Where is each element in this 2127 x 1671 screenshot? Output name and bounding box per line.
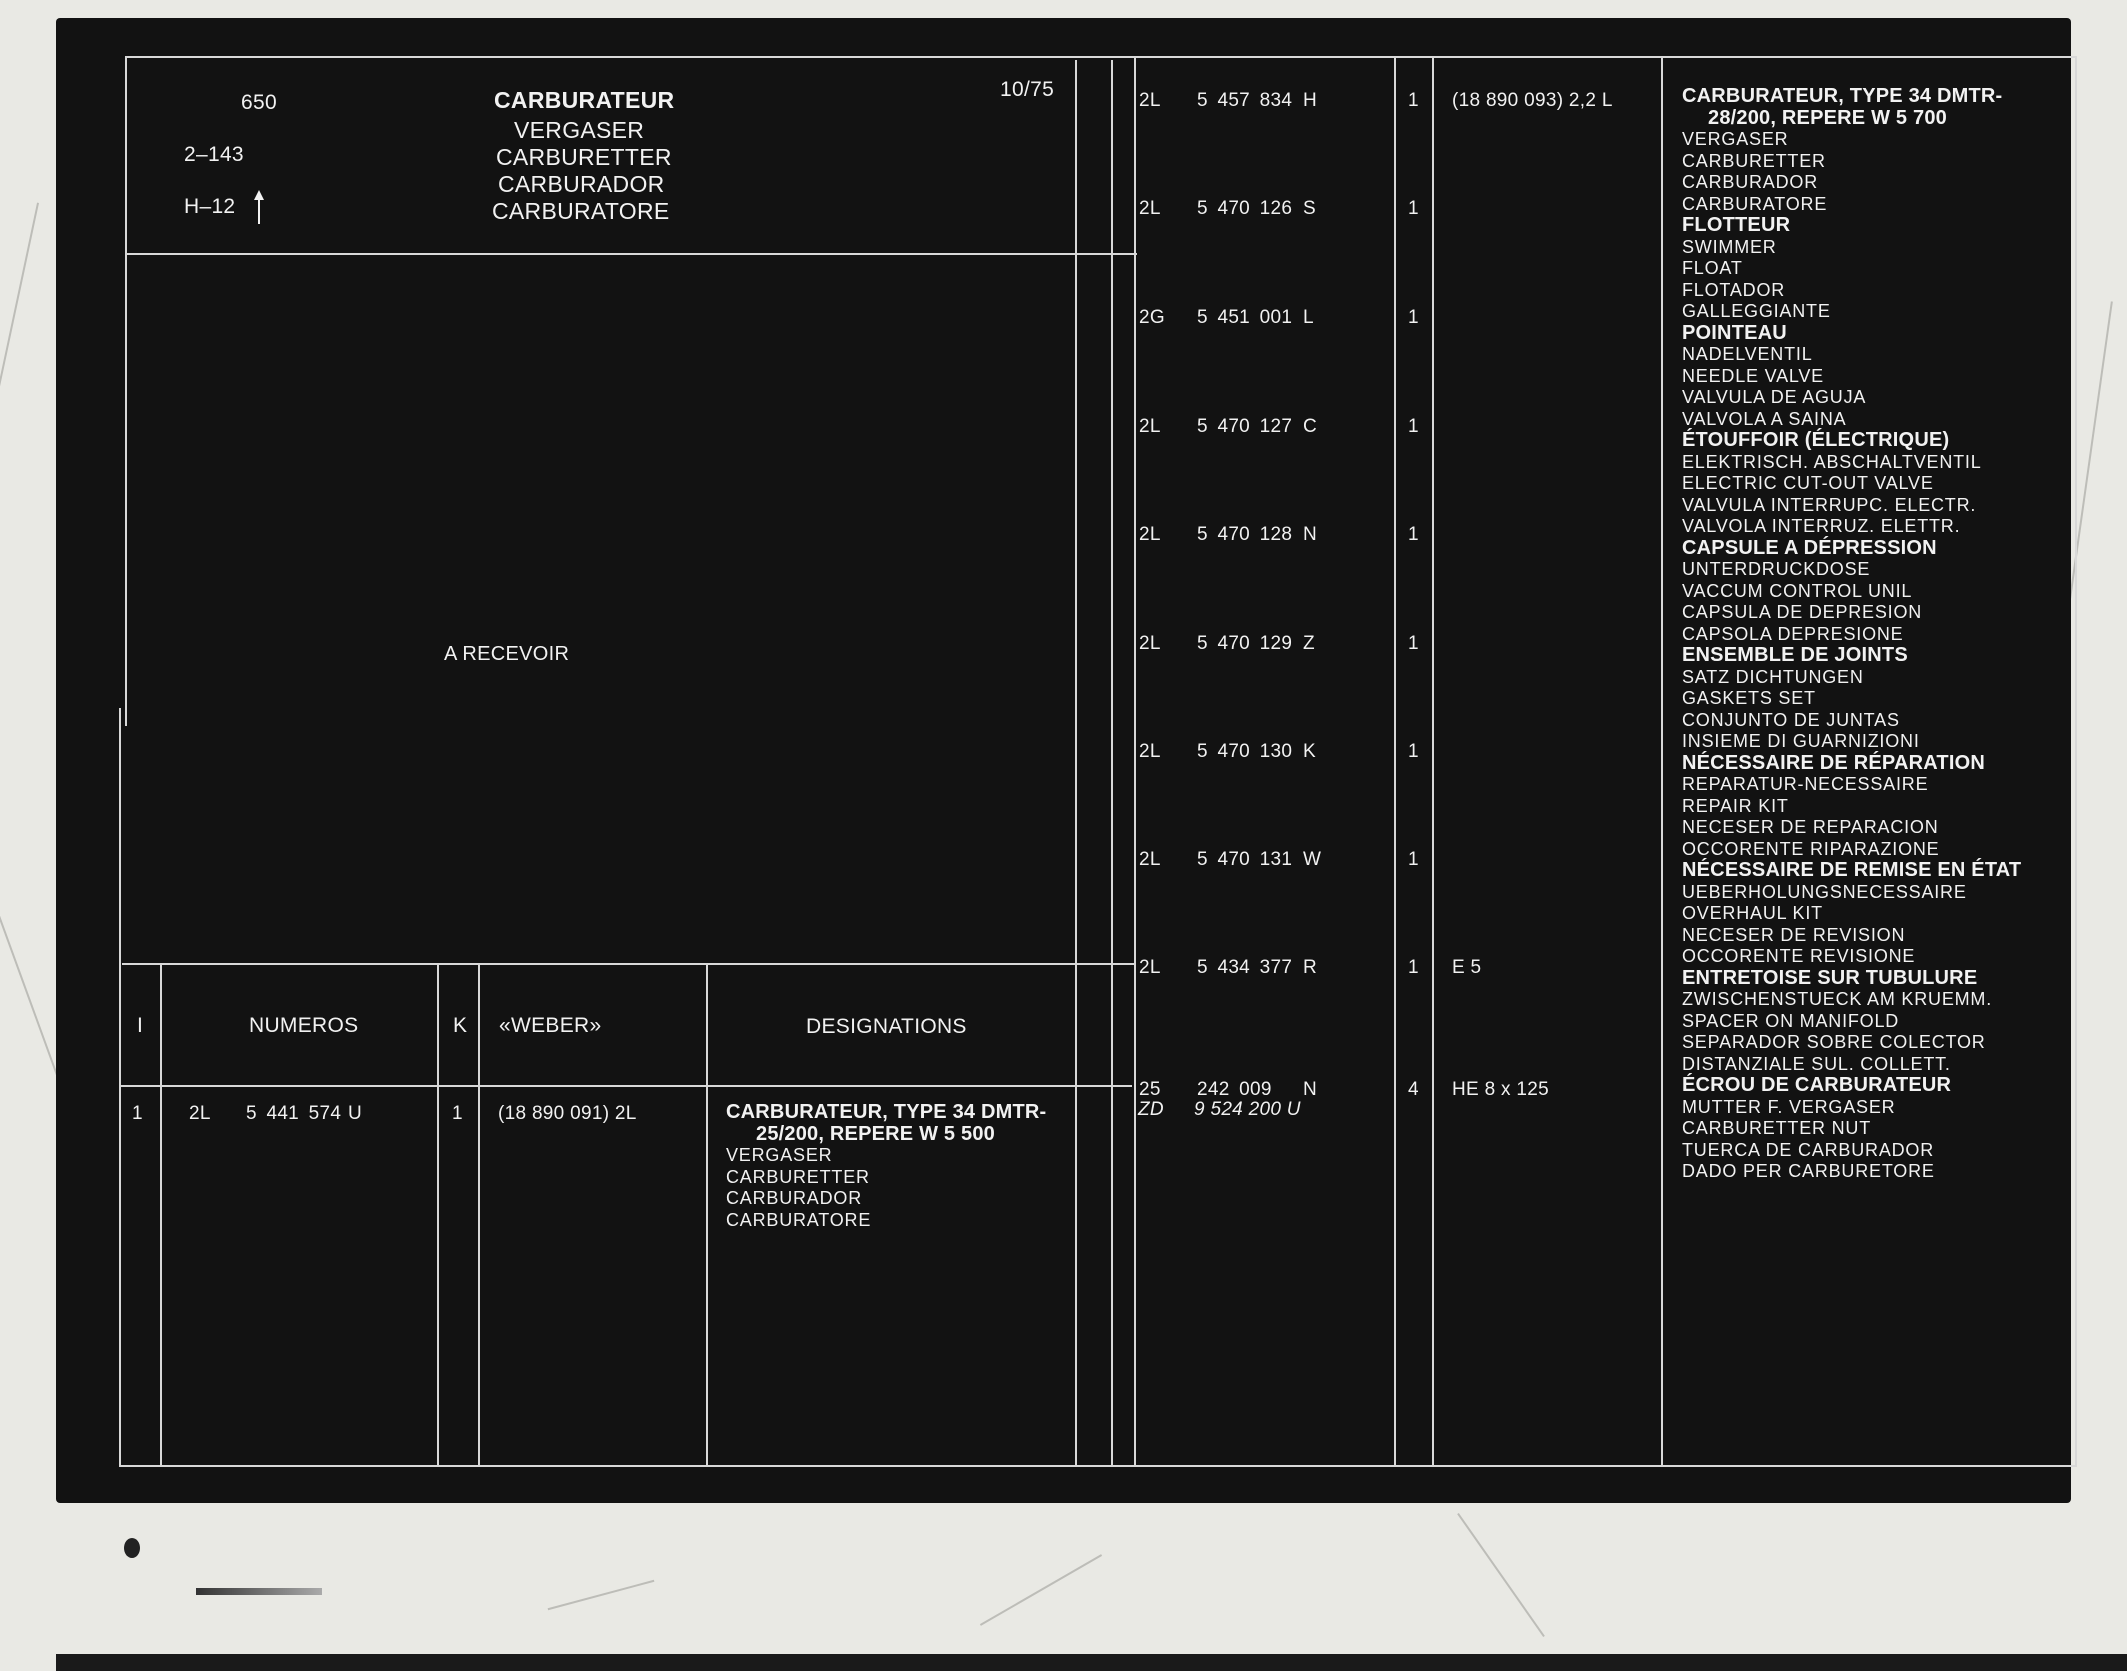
col-header-numbers: NUMEROS bbox=[249, 1014, 359, 1037]
film-mark bbox=[196, 1588, 322, 1595]
part-number: 5 470 127 bbox=[1197, 416, 1293, 437]
title-german: VERGASER bbox=[514, 117, 645, 143]
part-number: 5 470 131 bbox=[1197, 849, 1293, 870]
designation-line: UNTERDRUCKDOSE bbox=[1682, 559, 1871, 579]
designation-line: ÉTOUFFOIR (ÉLECTRIQUE) bbox=[1682, 429, 1950, 451]
part-number: 5 470 128 bbox=[1197, 524, 1293, 545]
part-number: 5 470 126 bbox=[1197, 198, 1293, 219]
designation-line: CAPSOLA DEPRESIONE bbox=[1682, 623, 1904, 644]
part-prefix: 2L bbox=[1139, 849, 1161, 870]
designation-line: CARBURETTER bbox=[1682, 150, 1826, 171]
part-number: 242 009 bbox=[1197, 1079, 1272, 1100]
designation-line: CAPSULA DE DEPRESION bbox=[1682, 602, 1923, 622]
left-row-number: 5 441 574 bbox=[246, 1103, 342, 1124]
col-header-weber: «WEBER» bbox=[499, 1014, 602, 1037]
background-scratch bbox=[980, 1554, 1102, 1626]
part-prefix: 2L bbox=[1139, 633, 1161, 654]
part-qty: 4 bbox=[1408, 1079, 1419, 1100]
designation-line: ENTRETOISE SUR TUBULURE bbox=[1682, 966, 1978, 989]
designation-line: TUERCA DE CARBURADOR bbox=[1682, 1139, 1935, 1160]
frame-line bbox=[1111, 60, 1113, 1466]
designation-line: POINTEAU bbox=[1682, 321, 1787, 344]
designation-line: FLOAT bbox=[1682, 258, 1743, 278]
part-letter: H bbox=[1303, 90, 1318, 111]
part-qty: 1 bbox=[1408, 90, 1419, 111]
part-prefix: 2L bbox=[1139, 741, 1161, 762]
designation-line: GALLEGGIANTE bbox=[1682, 301, 1831, 321]
part-qty: 1 bbox=[1408, 307, 1419, 328]
part-qty: 1 bbox=[1408, 633, 1419, 654]
part-number: 5 470 130 bbox=[1197, 741, 1293, 762]
designation-line: CARBURETTER NUT bbox=[1682, 1118, 1872, 1138]
part-weber-ref: (18 890 093) 2,2 L bbox=[1452, 90, 1613, 111]
designation-line: OVERHAUL KIT bbox=[1682, 903, 1823, 923]
part-prefix: 2L bbox=[1139, 957, 1161, 978]
part-prefix: 2L bbox=[1139, 198, 1161, 219]
part-number: 5 434 377 bbox=[1197, 957, 1293, 978]
left-row-prefix: 2L bbox=[189, 1103, 211, 1124]
alt-number: 9 524 200 U bbox=[1194, 1099, 1301, 1120]
part-weber-ref: E 5 bbox=[1452, 957, 1482, 978]
left-row-qty: 1 bbox=[452, 1103, 463, 1124]
designation-line: FLOTTEUR bbox=[1682, 214, 1791, 236]
part-letter: L bbox=[1303, 307, 1314, 328]
designation-line: VALVULA DE AGUJA bbox=[1682, 387, 1867, 407]
part-letter: S bbox=[1303, 198, 1316, 219]
part-letter: R bbox=[1303, 957, 1318, 978]
designation-line: ÉCROU DE CARBURATEUR bbox=[1682, 1074, 1952, 1096]
designation-line: VERGASER bbox=[726, 1145, 833, 1165]
designation-line: CARBURATORE bbox=[1682, 193, 1828, 214]
part-prefix: 2G bbox=[1139, 307, 1165, 328]
designation-line: CARBURETTER bbox=[726, 1166, 870, 1187]
part-number: 5 451 001 bbox=[1197, 307, 1293, 328]
designation-line: OCCORENTE REVISIONE bbox=[1682, 946, 1916, 966]
left-row-index: 1 bbox=[132, 1103, 143, 1124]
part-weber-ref: HE 8 x 125 bbox=[1452, 1079, 1549, 1100]
part-letter: C bbox=[1303, 416, 1318, 437]
part-qty: 1 bbox=[1408, 849, 1419, 870]
part-letter: W bbox=[1303, 849, 1322, 870]
part-number: 5 457 834 bbox=[1197, 90, 1293, 111]
left-row-weber: (18 890 091) 2L bbox=[498, 1103, 637, 1124]
page-title: CARBURATEUR bbox=[494, 87, 675, 113]
designation-line: NECESER DE REVISION bbox=[1682, 924, 1906, 945]
designation-line: DADO PER CARBURETORE bbox=[1682, 1161, 1935, 1181]
designation-line: ENSEMBLE DE JOINTS bbox=[1682, 644, 1908, 666]
part-qty: 1 bbox=[1408, 198, 1419, 219]
revision-date: 10/75 bbox=[1000, 78, 1055, 101]
designation-line: CARBURATEUR, TYPE 34 DMTR- bbox=[726, 1101, 1047, 1123]
designation-line: NECESER DE REPARACION bbox=[1682, 817, 1939, 837]
frame-line bbox=[126, 253, 1137, 255]
designation-line: CARBURADOR bbox=[1682, 172, 1819, 192]
part-qty: 1 bbox=[1408, 416, 1419, 437]
designation-line: SPACER ON MANIFOLD bbox=[1682, 1010, 1900, 1031]
next-frame-edge bbox=[56, 1654, 2127, 1671]
designation-line: REPARATUR-NECESSAIRE bbox=[1682, 774, 1929, 794]
part-prefix: 2L bbox=[1139, 524, 1161, 545]
designation-line: NÉCESSAIRE DE RÉPARATION bbox=[1682, 751, 1985, 774]
designation-line: ELEKTRISCH. ABSCHALTVENTIL bbox=[1682, 451, 1982, 472]
frame-line bbox=[126, 56, 2077, 58]
left-row-letter: U bbox=[348, 1103, 363, 1124]
designation-line: OCCORENTE RIPARAZIONE bbox=[1682, 838, 1940, 859]
background-scratch bbox=[0, 905, 58, 1075]
designation-line: VALVOLA INTERRUZ. ELETTR. bbox=[1682, 516, 1961, 536]
designation-line: CARBURATORE bbox=[726, 1209, 872, 1230]
title-italian: CARBURATORE bbox=[492, 198, 670, 224]
designation-line: VALVULA INTERRUPC. ELECTR. bbox=[1682, 494, 1977, 515]
designation-line: MUTTER F. VERGASER bbox=[1682, 1096, 1896, 1117]
col-header-designations: DESIGNATIONS bbox=[806, 1015, 967, 1038]
designation-line: VACCUM CONTROL UNIL bbox=[1682, 580, 1913, 601]
designation-line: NEEDLE VALVE bbox=[1682, 365, 1824, 386]
frame-line bbox=[478, 964, 480, 1466]
col-header-k: K bbox=[453, 1014, 468, 1037]
designation-line: CONJUNTO DE JUNTAS bbox=[1682, 709, 1900, 730]
microfiche-sheet bbox=[56, 18, 2071, 1503]
frame-line bbox=[2075, 56, 2077, 1467]
designation-line: UEBERHOLUNGSNECESSAIRE bbox=[1682, 881, 1967, 902]
designation-line: CARBURADOR bbox=[726, 1188, 863, 1208]
frame-line bbox=[1075, 60, 1077, 1466]
illustration-placeholder: A RECEVOIR bbox=[444, 643, 570, 665]
designation-line: 28/200, REPERE W 5 700 bbox=[1708, 106, 1947, 129]
frame-line bbox=[119, 1465, 2077, 1467]
part-letter: N bbox=[1303, 1079, 1318, 1100]
part-letter: N bbox=[1303, 524, 1318, 545]
page-number: 650 bbox=[241, 91, 277, 114]
part-number: 5 470 129 bbox=[1197, 633, 1293, 654]
alt-prefix: ZD bbox=[1138, 1099, 1164, 1120]
designation-line: DISTANZIALE SUL. COLLETT. bbox=[1682, 1053, 1951, 1074]
title-spanish: CARBURADOR bbox=[498, 171, 665, 197]
background-scratch bbox=[548, 1580, 655, 1610]
page-ref-secondary: H–12 bbox=[184, 195, 236, 218]
designation-line: CAPSULE A DÉPRESSION bbox=[1682, 536, 1937, 559]
part-prefix: 2L bbox=[1139, 416, 1161, 437]
part-prefix: 25 bbox=[1139, 1079, 1161, 1100]
title-english: CARBURETTER bbox=[496, 144, 672, 170]
designation-line: REPAIR KIT bbox=[1682, 795, 1789, 816]
col-header-index: I bbox=[137, 1014, 144, 1037]
designation-line: VERGASER bbox=[1682, 129, 1789, 149]
page-ref: 2–143 bbox=[184, 143, 244, 166]
part-prefix: 2L bbox=[1139, 90, 1161, 111]
background-scratch bbox=[1457, 1513, 1545, 1637]
part-qty: 1 bbox=[1408, 524, 1419, 545]
left-row-designation bbox=[726, 1102, 1046, 1231]
designation-line: VALVOLA A SAINA bbox=[1682, 408, 1847, 429]
part-qty: 1 bbox=[1408, 741, 1419, 762]
background-scratch bbox=[0, 203, 39, 458]
designation-line: CARBURATEUR, TYPE 34 DMTR- bbox=[1682, 85, 2003, 107]
designation-line: SWIMMER bbox=[1682, 236, 1777, 257]
designation-line: NÉCESSAIRE DE REMISE EN ÉTAT bbox=[1682, 859, 2022, 881]
right-designations bbox=[1682, 86, 2022, 1183]
designation-line: INSIEME DI GUARNIZIONI bbox=[1682, 731, 1920, 751]
part-letter: Z bbox=[1303, 633, 1315, 654]
ink-blot bbox=[124, 1538, 140, 1558]
designation-line: SEPARADOR SOBRE COLECTOR bbox=[1682, 1032, 1986, 1052]
frame-line bbox=[125, 56, 127, 726]
designation-line: ZWISCHENSTUECK AM KRUEMM. bbox=[1682, 989, 1993, 1009]
frame-line bbox=[706, 964, 708, 1466]
designation-line: FLOTADOR bbox=[1682, 279, 1786, 300]
frame-line bbox=[160, 964, 162, 1466]
designation-line: GASKETS SET bbox=[1682, 688, 1816, 708]
designation-line: SATZ DICHTUNGEN bbox=[1682, 666, 1864, 687]
part-letter: K bbox=[1303, 741, 1316, 762]
designation-line: NADELVENTIL bbox=[1682, 344, 1813, 364]
part-qty: 1 bbox=[1408, 957, 1419, 978]
designation-line: ELECTRIC CUT-OUT VALVE bbox=[1682, 473, 1934, 493]
frame-line bbox=[437, 964, 439, 1466]
designation-line: 25/200, REPERE W 5 500 bbox=[756, 1122, 995, 1145]
